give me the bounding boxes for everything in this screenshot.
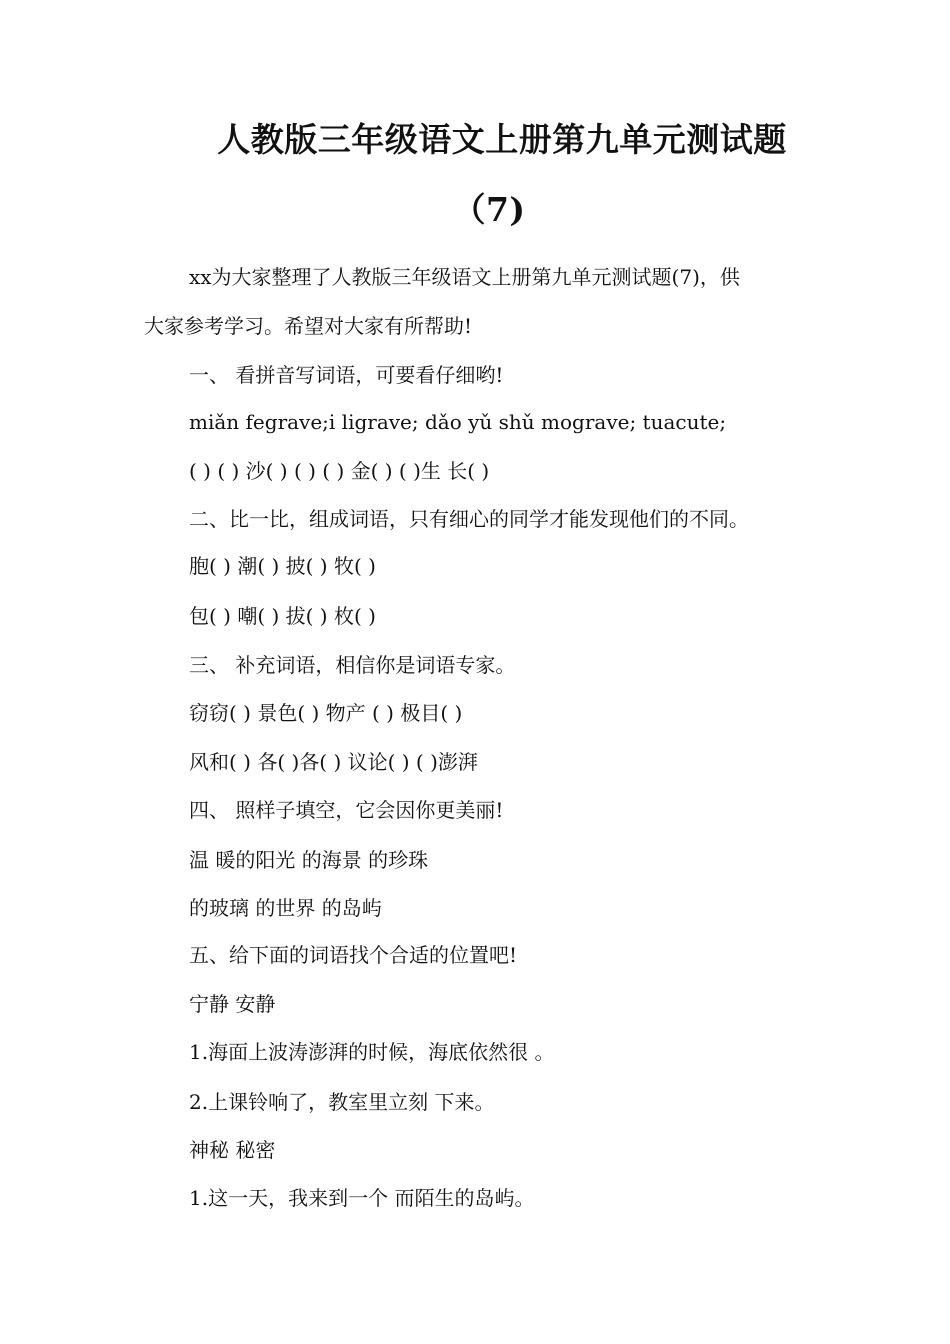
compare-row-1: 胞( ) 潮( ) 披( ) 牧( ) <box>189 554 376 578</box>
compare-row-2: 包( ) 嘲( ) 拔( ) 枚( ) <box>189 604 376 628</box>
section-4-heading: 四、 照样子填空，它会因你更美丽! <box>189 798 504 822</box>
idiom-row-1: 窃窃( ) 景色( ) 物产 ( ) 极目( ) <box>189 701 463 725</box>
intro-paragraph-line-2: 大家参考学习。希望对大家有所帮助! <box>144 314 473 338</box>
sentence-1-2: 2.上课铃响了，教室里立刻 下来。 <box>189 1090 495 1114</box>
section-1-heading: 一、 看拼音写词语，可要看仔细哟! <box>189 363 504 387</box>
section-5-heading: 五、给下面的词语找个合适的位置吧! <box>189 943 518 967</box>
pattern-row-1: 温 暖的阳光 的海景 的珍珠 <box>189 848 429 872</box>
word-pair-2: 神秘 秘密 <box>189 1138 276 1162</box>
pattern-row-2: 的玻璃 的世界 的岛屿 <box>189 896 382 920</box>
intro-paragraph-line-1: xx为大家整理了人教版三年级语文上册第九单元测试题(7)，供 <box>189 265 740 289</box>
section-2-heading: 二、比一比，组成词语，只有细心的同学才能发现他们的不同。 <box>189 507 749 531</box>
blank-fill-line: ( ) ( ) 沙( ) ( ) ( ) 金( ) ( )生 长( ) <box>189 459 490 483</box>
pinyin-line: miǎn fegrave;i ligrave; dǎo yǔ shǔ mograve; tuacute; <box>189 410 727 434</box>
sentence-1-1: 1.海面上波涛澎湃的时候，海底依然很 。 <box>189 1040 555 1064</box>
word-pair-1: 宁静 安静 <box>189 992 276 1016</box>
document-title-line-2: （7) <box>452 190 526 229</box>
idiom-row-2: 风和( ) 各( )各( ) 议论( ) ( )澎湃 <box>189 750 478 774</box>
document-title-line-1: 人教版三年级语文上册第九单元测试题 <box>217 120 787 159</box>
section-3-heading: 三、 补充词语，相信你是词语专家。 <box>189 653 516 677</box>
sentence-2-1: 1.这一天，我来到一个 而陌生的岛屿。 <box>189 1186 535 1210</box>
